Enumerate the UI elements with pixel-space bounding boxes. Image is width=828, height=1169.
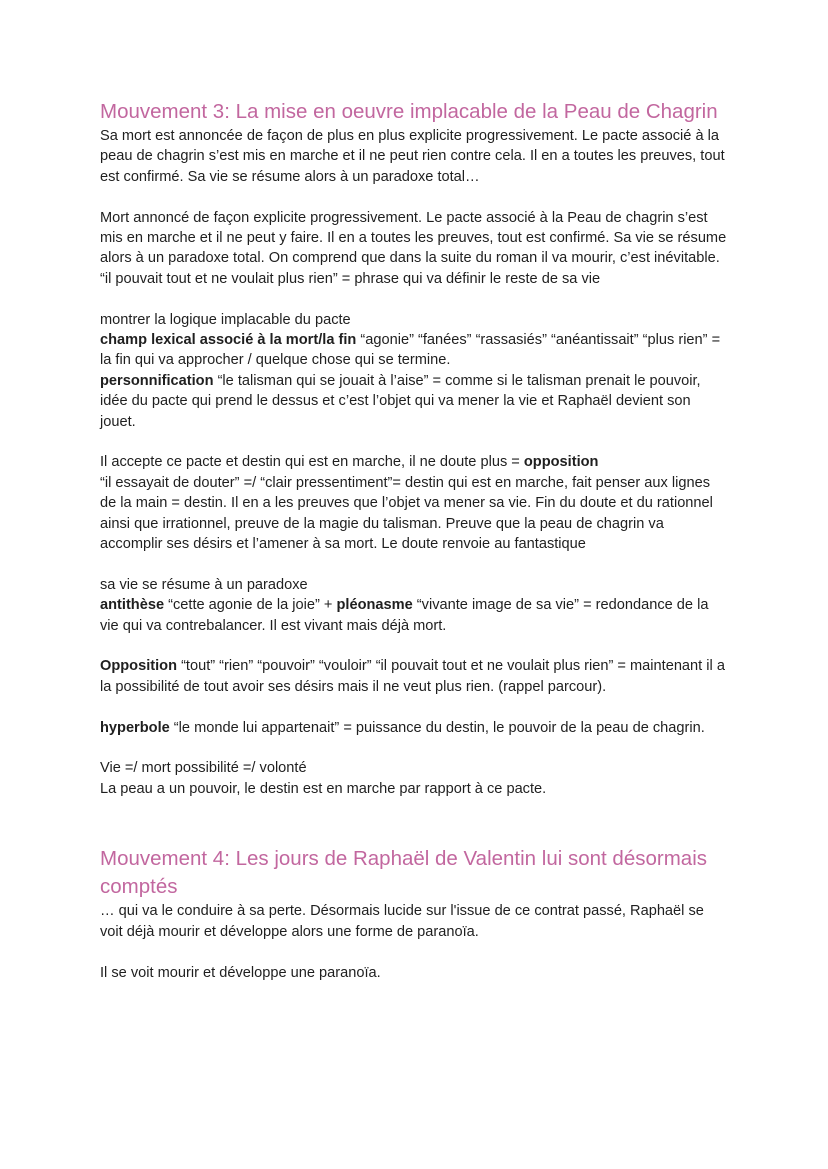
paradox-lead: sa vie se résume à un paradoxe (100, 576, 308, 593)
life-death-paragraph: Vie =/ mort possibilité =/ volonté (100, 760, 307, 777)
movement-3-heading: Mouvement 3: La mise en oeuvre implacable de la Peau de Chagrin (100, 100, 718, 123)
spacer (100, 738, 730, 758)
term-opposition-2: Opposition (100, 658, 178, 675)
term-personification: personnification (100, 372, 214, 389)
lexical-field-text: “agonie” “fanées” “rassasiés” “anéantissait” “plus rien” = la fin qui va approcher / quelque chose qui se termine. (100, 332, 721, 369)
spacer (100, 942, 730, 962)
section-lead: montrer la logique implacable du pacte (100, 311, 351, 328)
antithesis-paragraph (100, 595, 730, 636)
summary-paragraph: Mort annoncé de façon explicite progressivement. Le pacte associé à la Peau de chagrin s’est mis en marche et il ne peut y faire. Il en a toutes les preuves, tout est confirmé. Sa vie se résume alors à un paradoxe total. On comprend que dans la suite du roman il va mourir, c’est inévitable. (100, 209, 727, 267)
key-quote-paragraph: “il pouvait tout et ne voulait plus rien” = phrase qui va définir le reste de sa vie (100, 270, 601, 287)
term-hyperbole: hyperbole (100, 719, 170, 736)
opposition-text: “tout” “rien” “pouvoir” “vouloir” “il pouvait tout et ne voulait plus rien” = maintenant il a la possibilité de tout avoir ses désirs mais il ne veut plus rien. (rappel parcour). (100, 658, 725, 695)
term-lexical-field: champ lexical associé à la mort/la fin (100, 332, 357, 349)
personification-paragraph (100, 371, 730, 432)
opposition-lead-text: Il accepte ce pacte et destin qui est en marche, il ne doute plus = (100, 454, 524, 471)
movement-4-intro: … qui va le conduire à sa perte. Désormais lucide sur l'issue de ce contrat passé, Raphaël se voit déjà mourir et développe alors une forme de paranoïa. (100, 903, 704, 940)
personification-text: “le talisman qui se jouait à l’aise” = comme si le talisman prenait le pouvoir, idée du pacte qui prend le dessus et c’est l’objet qui va mener la vie et Raphaël devient son jouet. (100, 372, 701, 430)
spacer (100, 697, 730, 717)
spacer (100, 187, 730, 207)
power-paragraph: La peau a un pouvoir, le destin est en marche par rapport à ce pacte. (100, 780, 547, 797)
hyperbole-paragraph (100, 718, 730, 738)
document-page (100, 98, 730, 983)
spacer (100, 432, 730, 452)
opposition-paragraph (100, 656, 730, 697)
pleonasm-text: “vivante image de sa vie” = redondance de la vie qui va contrebalancer. Il est vivant mais déjà mort. (100, 597, 709, 634)
term-opposition: opposition (523, 454, 599, 471)
opposition-lead-paragraph (100, 452, 730, 472)
movement-4-heading: Mouvement 4: Les jours de Raphaël de Valentin lui sont désormais comptés (100, 847, 707, 899)
spacer (100, 554, 730, 574)
term-pleonasm: pléonasme (336, 597, 413, 614)
spacer (100, 289, 730, 309)
movement-4-summary: Il se voit mourir et développe une paranoïa. (100, 964, 381, 981)
doubt-paragraph: “il essayait de douter” =/ “clair pressentiment”= destin qui est en marche, fait penser aux lignes de la main = destin. Il en a les preuves que l’objet va mener sa vie. Fin du doute et du rationnel ainsi que irrationnel, preuve de la magie du talisman. Preuve que la peau de chagrin va accomplir ses désirs et l’amener à sa mort. Le doute renvoie au fantastique (100, 474, 713, 553)
antithesis-text: “cette agonie de la joie” + (164, 597, 337, 614)
lexical-field-paragraph (100, 330, 730, 371)
spacer (100, 636, 730, 656)
term-antithesis: antithèse (100, 597, 165, 614)
hyperbole-text: “le monde lui appartenait” = puissance du destin, le pouvoir de la peau de chagrin. (169, 719, 705, 736)
movement-3-intro: Sa mort est annoncée de façon de plus en plus explicite progressivement. Le pacte associé à la peau de chagrin s’est mis en marche et il ne peut rien contre cela. Il en a toutes les preuves, tout est confirmé. Sa vie se résume alors à un paradoxe total… (100, 128, 725, 185)
spacer (100, 799, 730, 845)
